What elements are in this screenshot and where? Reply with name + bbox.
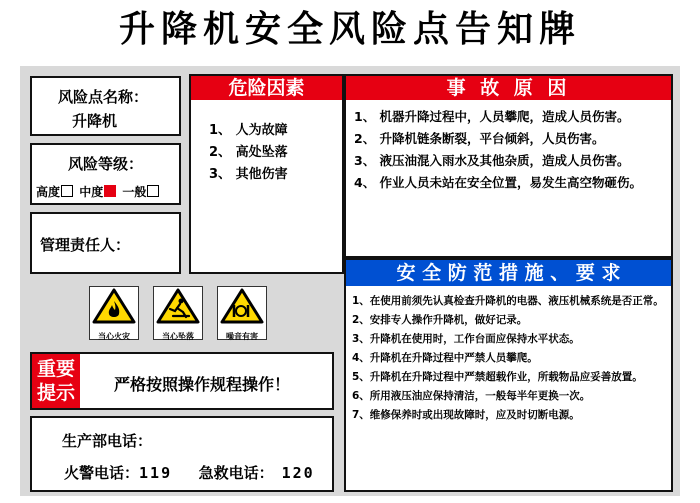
sign-noise — [217, 286, 267, 340]
notice-tag-line1: 重要 — [36, 358, 75, 380]
hazard-item: 1、 人为故障 — [209, 123, 288, 138]
hazards-box — [189, 74, 344, 274]
risk-level-high: 高度 — [36, 185, 61, 199]
risk-level-box — [30, 143, 181, 205]
hazard-item: 2、 高处坠落 — [209, 145, 288, 160]
hazards-list — [191, 100, 342, 186]
notice-tag-line2: 提示 — [36, 382, 75, 404]
cause-item: 1、 机器升降过程中，人员攀爬，造成人员伤害。 — [354, 109, 630, 124]
risk-level-high-checkbox — [61, 185, 73, 197]
measure-item: 3、升降机在使用时，工作台面应保持水平状态。 — [352, 333, 580, 345]
measure-item: 5、升降机在升降过程中严禁超载作业，所载物品应妥善放置。 — [352, 371, 643, 383]
manager-label: 管理责任人： — [40, 236, 131, 254]
measure-item: 1、在使用前须先认真检查升降机的电器、液压机械系统是否正常。 — [352, 295, 664, 307]
risk-level-low-checkbox — [147, 185, 159, 197]
sign-caption: 当心火灾 — [98, 332, 130, 341]
causes-box — [344, 74, 673, 258]
sign-caption: 噪音有害 — [226, 332, 258, 341]
dept-phone-label: 生产部电话： — [62, 432, 153, 450]
cause-item: 4、 作业人员未站在安全位置，易发生高空物砸伤。 — [354, 175, 643, 190]
manager-box — [30, 212, 181, 274]
emergency-phone-number: 120 — [281, 464, 315, 482]
causes-header: 事 故 原 因 — [346, 76, 671, 100]
measures-list — [346, 286, 671, 425]
sign-fire — [89, 286, 139, 340]
hazards-header: 危险因素 — [191, 76, 342, 100]
measure-item: 7、维修保养时或出现故障时，应及时切断电源。 — [352, 409, 580, 421]
risk-point-box — [30, 76, 181, 136]
emergency-phone-label: 急救电话： — [198, 464, 274, 482]
risk-point-label: 风险点名称： — [58, 88, 149, 106]
fire-warning-icon — [91, 287, 137, 325]
notice-box — [30, 352, 334, 410]
cause-item: 3、 液压油混入雨水及其他杂质，造成人员伤害。 — [354, 153, 630, 168]
causes-list — [346, 100, 671, 194]
risk-level-medium-checkbox — [104, 185, 116, 197]
sign-falling — [153, 286, 203, 340]
measure-item: 6、所用液压油应保持清洁，一般每半年更换一次。 — [352, 390, 591, 402]
measure-item: 2、安排专人操作升降机，做好记录。 — [352, 314, 528, 326]
noise-warning-icon — [219, 287, 265, 325]
fire-phone-number: 119 — [139, 464, 173, 482]
emergency-phones — [64, 462, 315, 483]
measures-header: 安 全 防 范 措 施 、 要 求 — [346, 260, 671, 286]
falling-warning-icon — [155, 287, 201, 325]
risk-level-label: 风险等级： — [68, 155, 144, 173]
sign-caption: 当心坠落 — [162, 332, 194, 341]
measures-box — [344, 258, 673, 492]
hazard-item: 3、 其他伤害 — [209, 167, 288, 182]
contacts-box — [30, 416, 334, 492]
page-title: 升降机安全风险点告知牌 — [118, 9, 581, 50]
notice-tag — [32, 354, 80, 408]
measure-item: 4、升降机在升降过程中严禁人员攀爬。 — [352, 352, 538, 364]
notice-text: 严格按照操作规程操作！ — [114, 375, 291, 394]
risk-point-value: 升降机 — [72, 112, 118, 130]
risk-level-low: 一般 — [122, 185, 147, 199]
risk-level-options — [36, 183, 161, 200]
fire-phone-label: 火警电话： — [64, 464, 140, 482]
cause-item: 2、 升降机链条断裂，平台倾斜，人员伤害。 — [354, 131, 605, 146]
risk-level-medium: 中度 — [79, 185, 104, 199]
